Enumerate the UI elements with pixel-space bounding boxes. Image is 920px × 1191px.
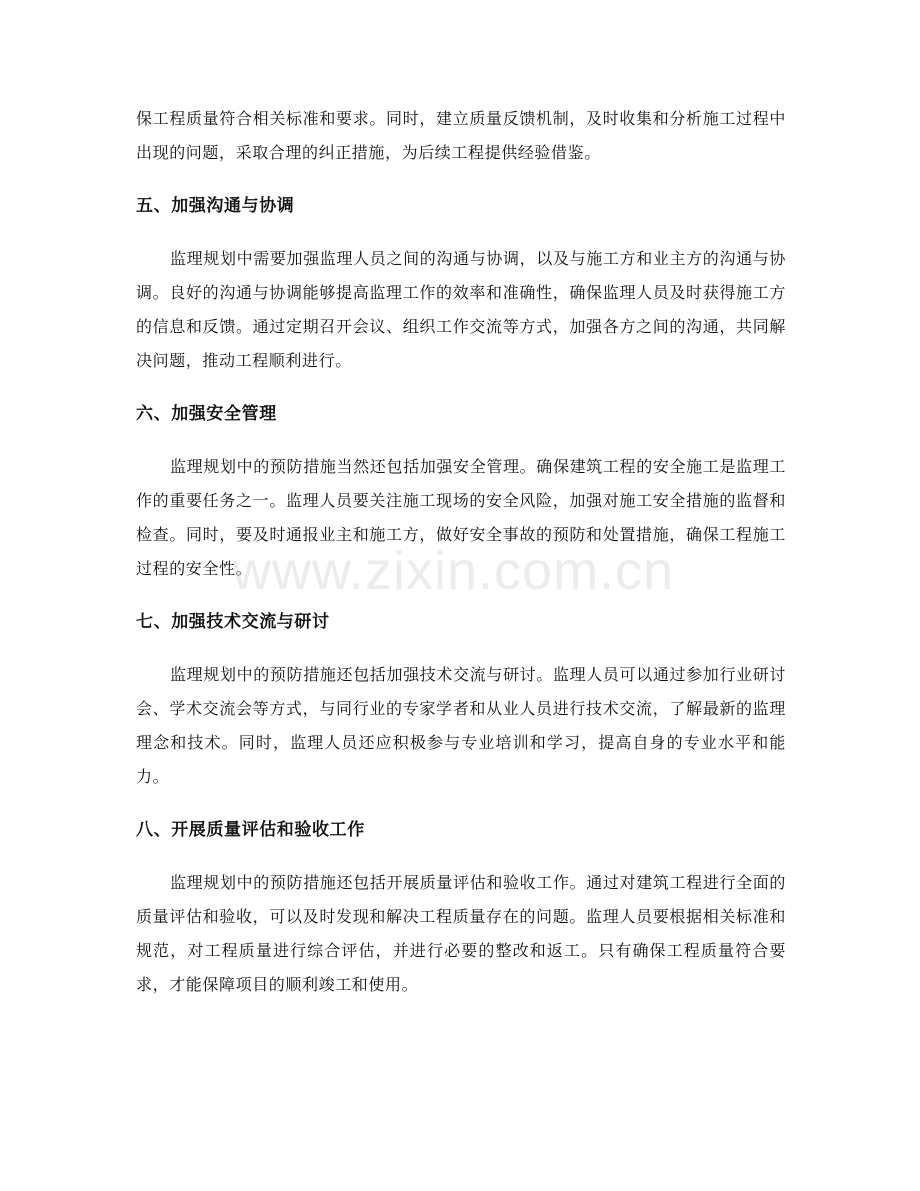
watermark: www.zixin.com.cn — [232, 541, 675, 601]
section-paragraph-5: 监理规划中需要加强监理人员之间的沟通与协调，以及与施工方和业主方的沟通与协调。良好的沟通与协调能够提高监理工作的效率和准确性，确保监理人员及时获得施工方的信息和反馈。通过定期召开会议、组织工作交流等方式，加强各方之间的沟通，共同解决问题，推动工程顺利进行。 — [136, 249, 786, 370]
section-paragraph-7: 监理规划中的预防措施还包括加强技术交流与研讨。监理人员可以通过参加行业研讨会、学术交流会等方式，与同行业的专家学者和从业人员进行技术交流，了解最新的监理理念和技术。同时，监理人员还应积极参与专业培训和学习，提高自身的专业水平和能力。 — [136, 665, 786, 786]
section-paragraph-8: 监理规划中的预防措施还包括开展质量评估和验收工作。通过对建筑工程进行全面的质量评估和验收，可以及时发现和解决工程质量存在的问题。监理人员要根据相关标准和规范，对工程质量进行综合评估，并进行必要的整改和返工。只有确保工程质量符合要求，才能保障项目的顺利竣工和使用。 — [136, 873, 786, 994]
section-heading-5: 五、加强沟通与协调 — [136, 196, 295, 216]
intro-paragraph: 保工程质量符合相关标准和要求。同时，建立质量反馈机制，及时收集和分析施工过程中出现的问题，采取合理的纠正措施，为后续工程提供经验借鉴。 — [136, 109, 786, 162]
document-body — [136, 102, 786, 1002]
section-heading-6: 六、加强安全管理 — [136, 404, 277, 424]
section-paragraph-6: 监理规划中的预防措施当然还包括加强安全管理。确保建筑工程的安全施工是监理工作的重要任务之一。监理人员要关注施工现场的安全风险，加强对施工安全措施的监督和检查。同时，要及时通报业主和施工方，做好安全事故的预防和处置措施，确保工程施工过程的安全性。 — [136, 457, 786, 578]
section-heading-7: 七、加强技术交流与研讨 — [136, 612, 330, 632]
section-heading-8: 八、开展质量评估和验收工作 — [136, 820, 365, 840]
